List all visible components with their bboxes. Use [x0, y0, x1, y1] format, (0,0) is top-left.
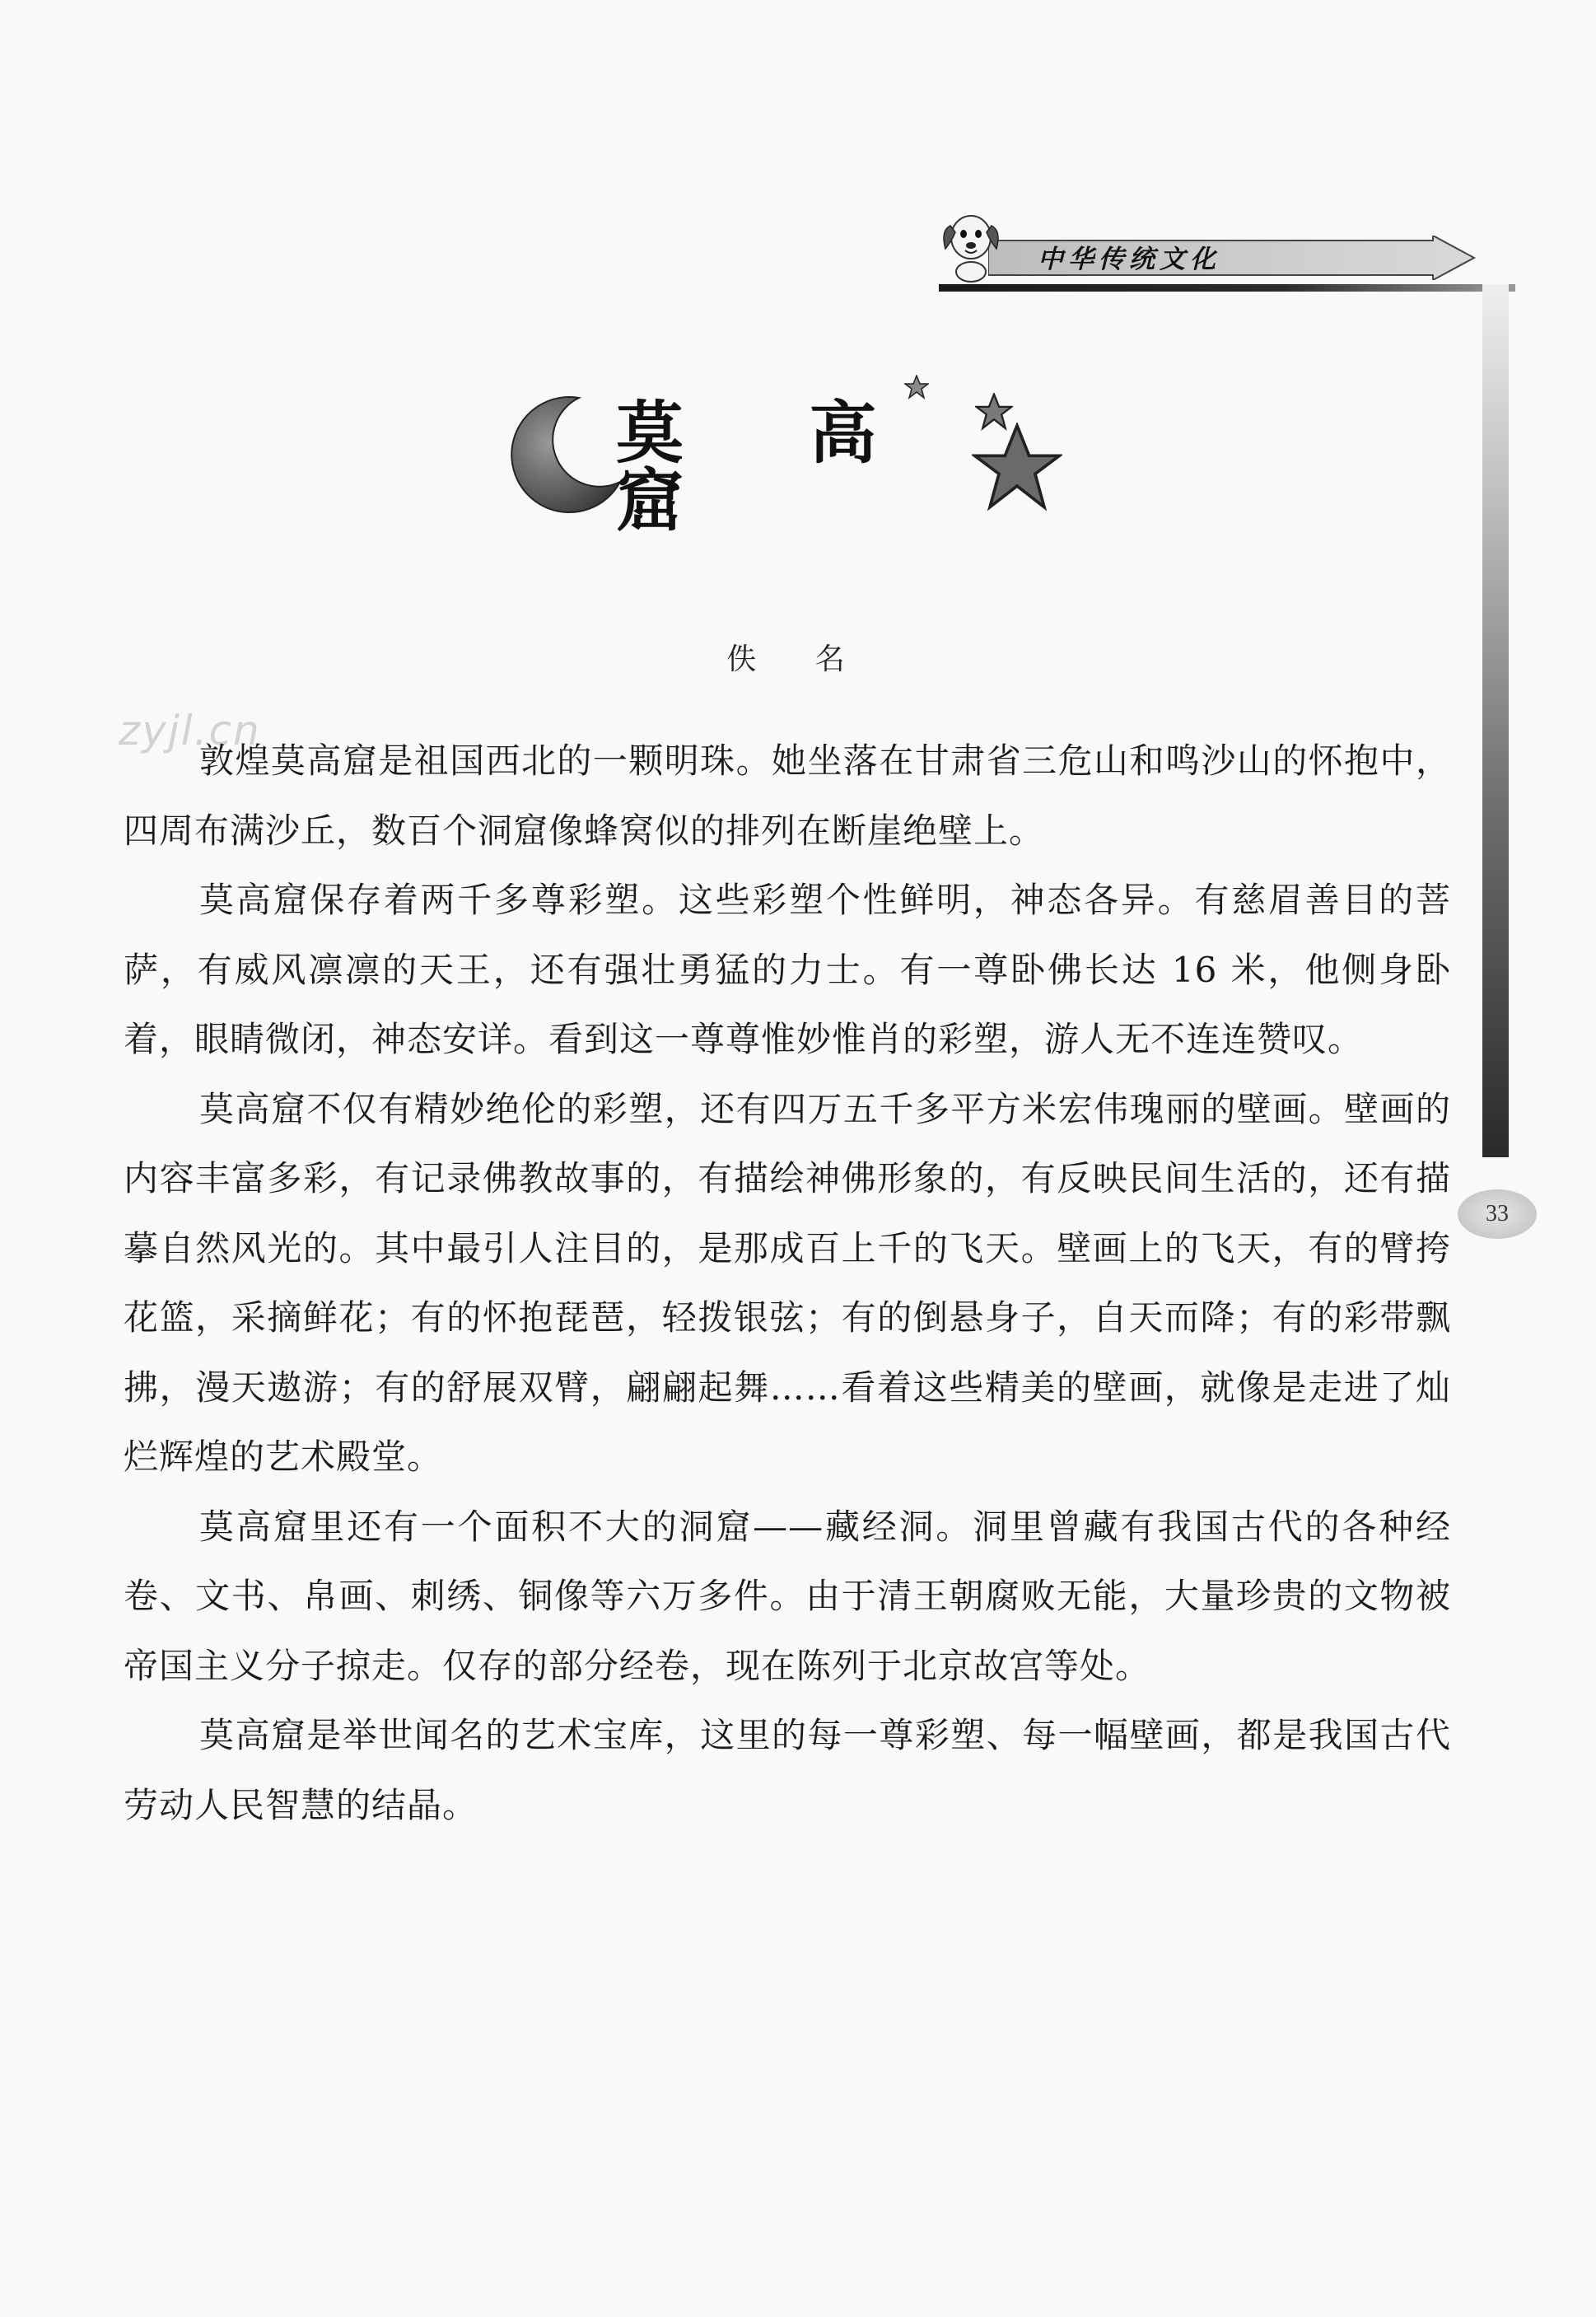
section-header	[939, 196, 1433, 295]
crescent-moon-icon	[501, 391, 624, 515]
paragraph: 莫高窟不仅有精妙绝伦的彩塑，还有四万五千多平方米宏伟瑰丽的壁画。壁画的内容丰富多彩，有记录佛教故事的，有描绘神佛形象的，有反映民间生活的，还有描摹自然风光的。其中最引人注目的，是那成百上千的飞天。壁画上的飞天，有的臂挎花篮，采摘鲜花；有的怀抱琵琶，轻拨银弦；有的倒悬身子，自天而降；有的彩带飘拂，漫天遨游；有的舒展双臂，翩翩起舞……看着这些精美的壁画，就像是走进了灿烂辉煌的艺术殿堂。	[124, 1088, 1451, 1477]
paragraph: 敦煌莫高窟是祖国西北的一颗明珠。她坐落在甘肃省三危山和鸣沙山的怀抱中，四周布满沙丘，数百个洞窟像蜂窝似的排列在断崖绝壁上。	[124, 740, 1451, 851]
author-line: 佚 名	[726, 642, 870, 676]
page-title: 莫 高 窟	[616, 394, 928, 540]
article-body	[124, 726, 1451, 1840]
paragraph: 莫高窟里还有一个面积不大的洞窟——藏经洞。洞里曾藏有我国古代的各种经卷、文书、帛画、刺绣、铜像等六万多件。由于清王朝腐败无能，大量珍贵的文物被帝国主义分子掠走。仅存的部分经卷，现在陈列于北京故宫等处。	[124, 1506, 1451, 1686]
title-group	[494, 375, 1087, 540]
watermark-text: zyjl.cn	[119, 707, 261, 754]
header-rule	[939, 284, 1515, 292]
section-label: 中华传统文化	[1038, 245, 1220, 274]
paragraph: 莫高窟保存着两千多尊彩塑。这些彩塑个性鲜明，神态各异。有慈眉善目的菩萨，有威风凛凛的天王，还有强壮勇猛的力士。有一尊卧佛长达 16 米，他侧身卧着，眼睛微闭，神态安详。看到这一尊尊惟妙惟肖的彩塑，游人无不连连赞叹。	[124, 880, 1451, 1059]
puppy-icon	[939, 201, 1003, 283]
page-number: 33	[1458, 1189, 1537, 1239]
side-gradient-bar	[1482, 284, 1509, 1157]
paragraph: 莫高窟是举世闻名的艺术宝库，这里的每一尊彩塑、每一幅壁画，都是我国古代劳动人民智慧的结晶。	[124, 1715, 1451, 1825]
large-star-icon	[972, 423, 1062, 513]
